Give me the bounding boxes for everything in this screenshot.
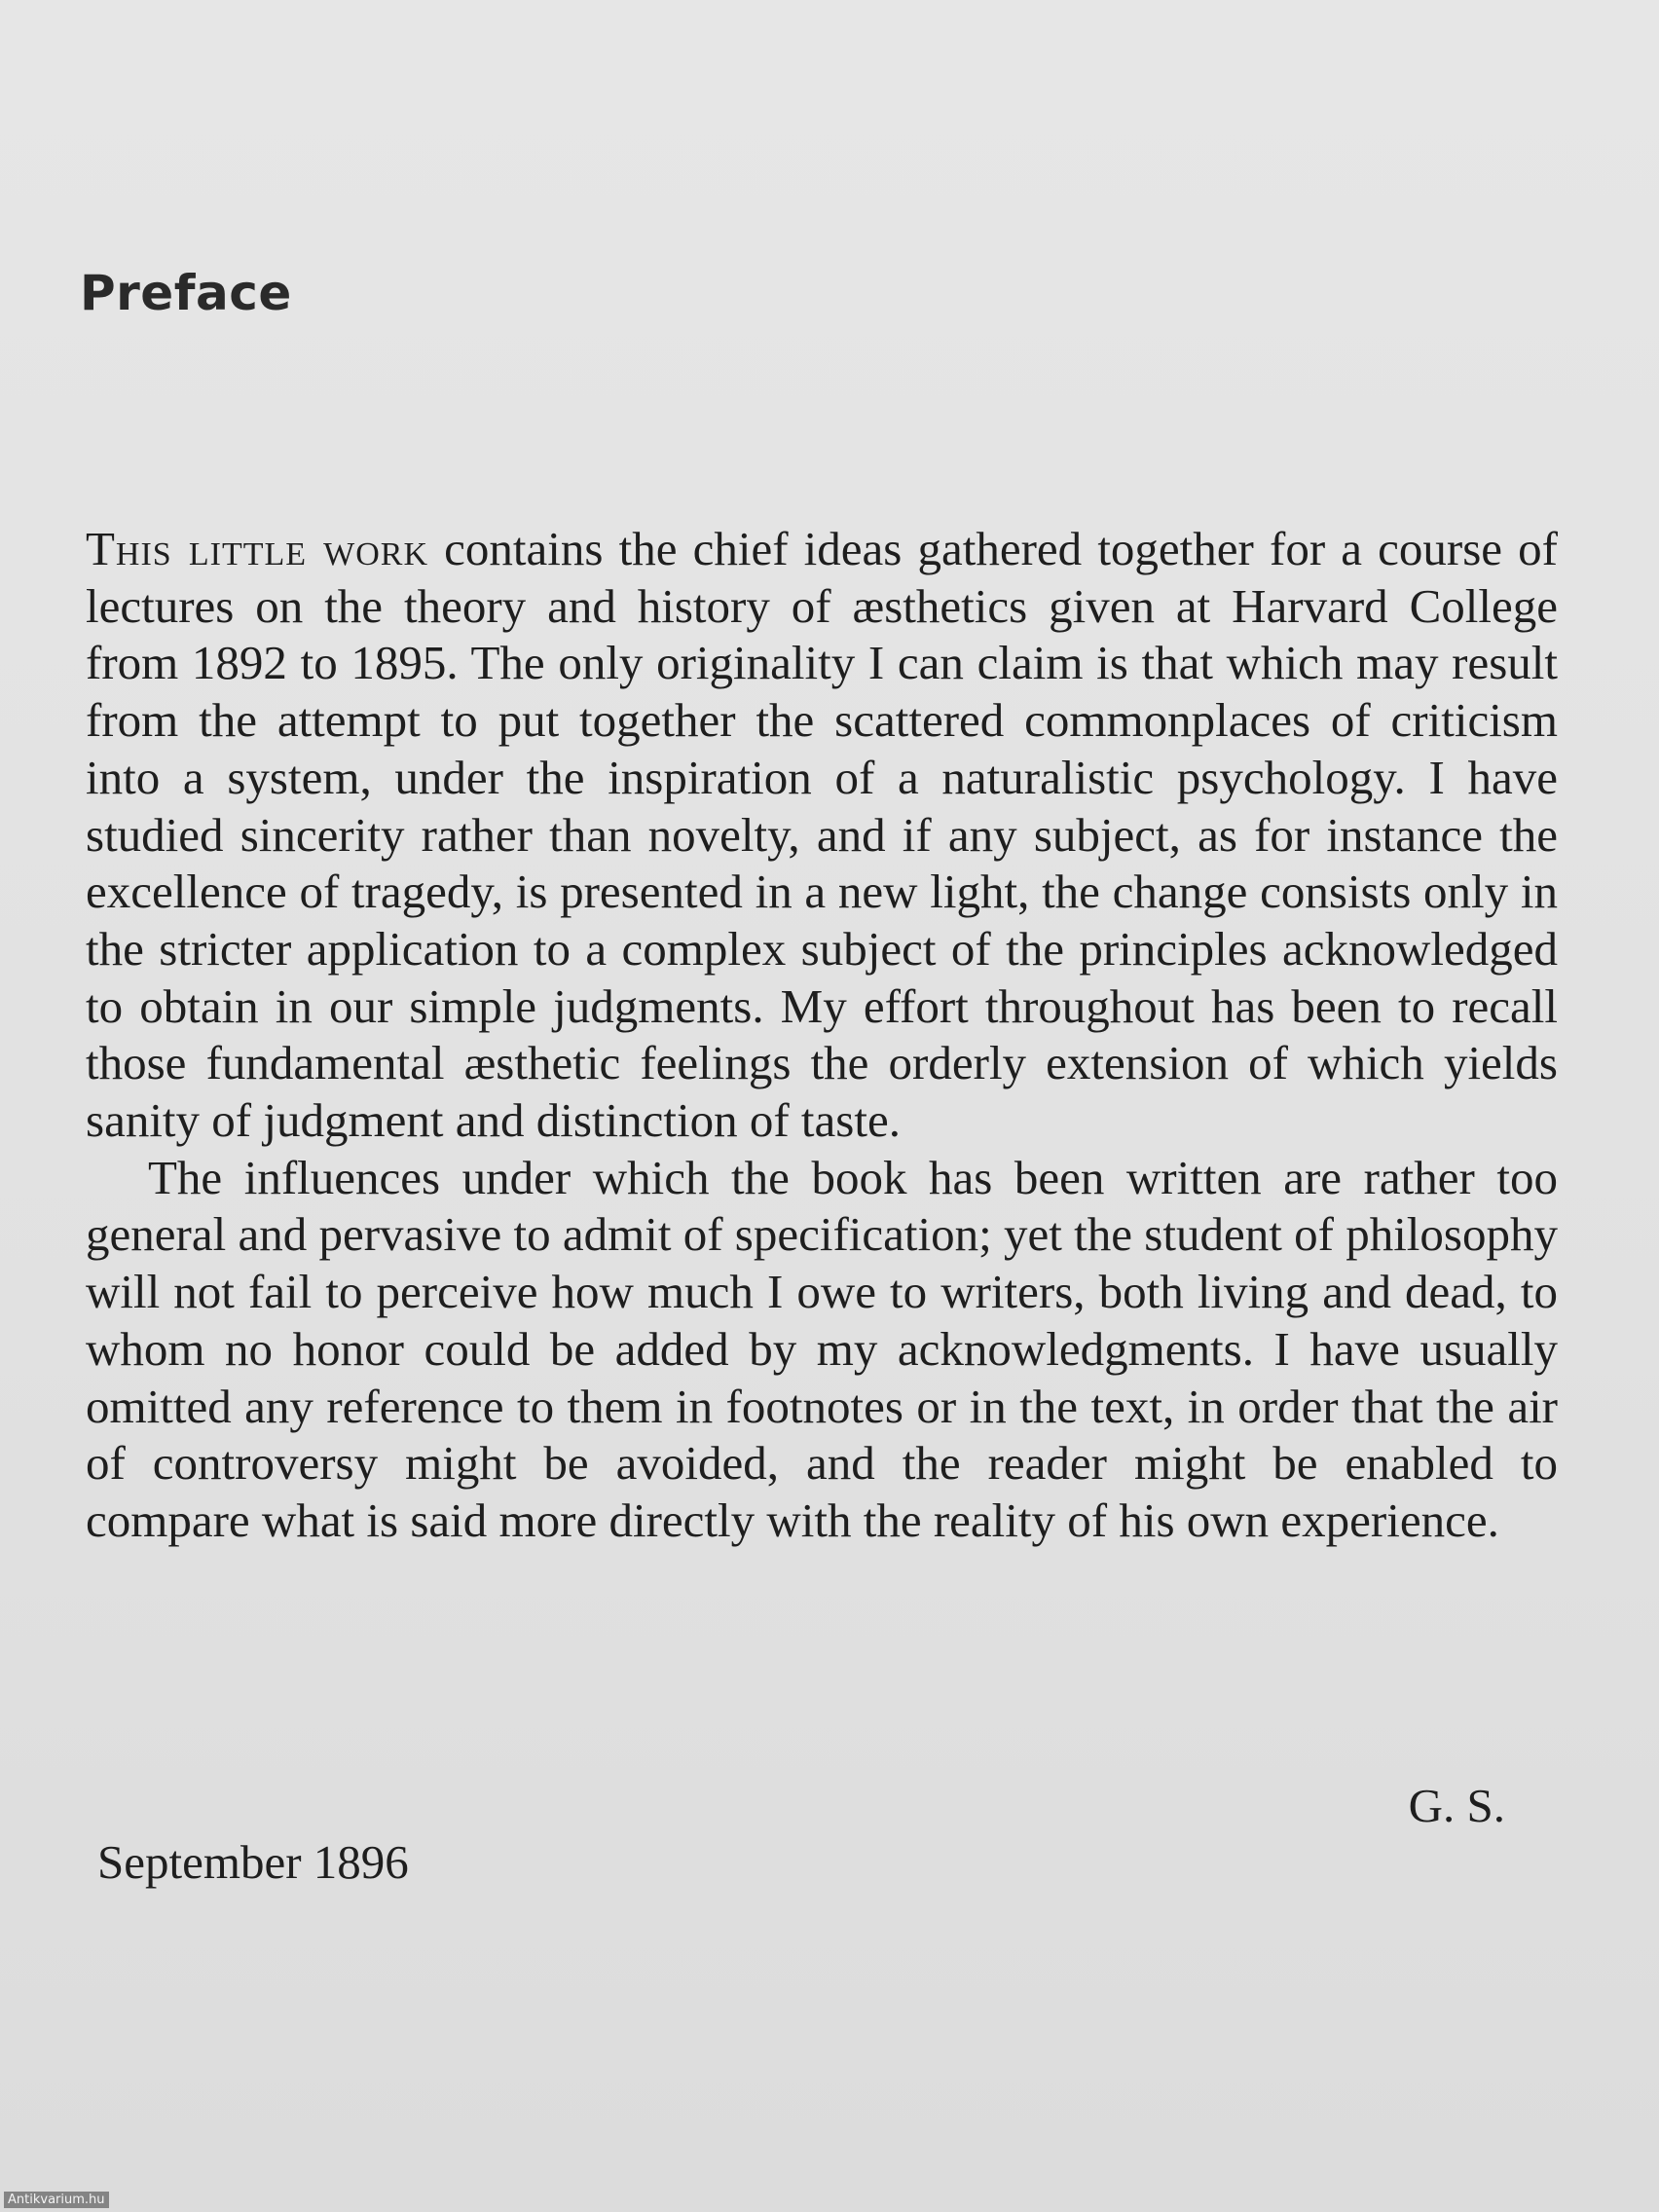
paragraph-1: [86, 521, 1558, 1150]
paragraph-2: The influences under which the book has been written are rather too general and pervasive to admit of specification; yet the student of philosophy will not fail to perceive how much I owe to writers, both living and dead, to whom no honor could be added by my acknowledgments. I have usually omitted any reference to them in footnotes or in the text, in order that the air of controversy might be avoided, and the reader might be enabled to compare what is said more directly with the reality of his own experience.: [86, 1150, 1558, 1547]
paragraph-1-lead-in: This little work: [86, 522, 429, 575]
signature: G. S.: [1408, 1779, 1505, 1832]
preface-date: September 1896: [97, 1835, 409, 1889]
paragraph-1-text: contains the chief ideas gathered together for a course of lectures on the theory and history of æsthetics given at Harvard College from 1892 to 1895. The only originality I can claim is that which may result from the attempt to put together the scattered commonplaces of criticism into a system, under the inspiration of a naturalistic psychology. I have studied sincerity rather than novelty, and if any subject, as for instance the excellence of tragedy, is presented in a new light, the change consists only in the stricter application to a complex subject of the principles acknowledged to obtain in our simple judgments. My effort throughout has been to recall those fundamental æsthetic feelings the orderly extension of which yields sanity of judgment and distinction of taste.: [86, 522, 1558, 1148]
page-title: Preface: [80, 265, 292, 321]
preface-body: [86, 521, 1558, 1550]
watermark: Antikvarium.hu: [4, 2192, 109, 2208]
